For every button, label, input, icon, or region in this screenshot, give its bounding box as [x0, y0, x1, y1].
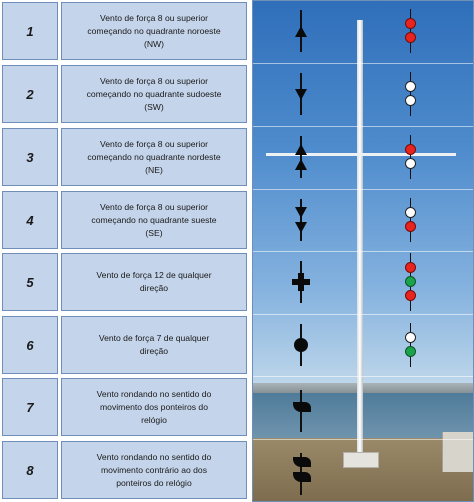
- light-white-icon: [405, 81, 416, 92]
- cone-up-icon: [295, 159, 307, 170]
- light-halyard: [410, 198, 411, 242]
- light-red-icon: [405, 262, 416, 273]
- light-halyard: [410, 9, 411, 53]
- ground: [252, 438, 474, 502]
- row-description: Vento de força 12 de qualquer direção: [61, 253, 247, 311]
- flag-icon: [293, 472, 311, 482]
- light-red-icon: [405, 18, 416, 29]
- light-white-icon: [405, 332, 416, 343]
- row-divider: [252, 251, 474, 252]
- row-divider: [252, 126, 474, 127]
- light-red-icon: [405, 32, 416, 43]
- signal-halyard: [300, 136, 302, 178]
- row-number: 1: [2, 2, 58, 60]
- light-red-icon: [405, 144, 416, 155]
- table-row: [0, 439, 249, 501]
- flag-icon: [293, 457, 311, 467]
- cone-up-icon: [295, 26, 307, 37]
- table-row: [0, 63, 249, 125]
- row-divider: [252, 376, 474, 377]
- cone-up-icon: [295, 144, 307, 155]
- row-divider: [252, 439, 474, 440]
- row-description: Vento rondando no sentido do movimento dos ponteiros do relógio: [61, 378, 247, 436]
- row-divider: [252, 63, 474, 64]
- row-description: Vento rondando no sentido do movimento contrário ao dos ponteiros do relógio: [61, 441, 247, 499]
- table-row: [0, 189, 249, 251]
- table-row: [0, 0, 249, 62]
- row-number: 4: [2, 191, 58, 249]
- ball-icon: [294, 338, 308, 352]
- signal-mast: [357, 20, 363, 460]
- row-description: Vento de força 8 ou superior começando no quadrante nordeste (NE): [61, 128, 247, 186]
- flag-icon: [293, 402, 311, 412]
- row-number: 5: [2, 253, 58, 311]
- table-row: [0, 376, 249, 438]
- light-halyard: [410, 323, 411, 367]
- light-red-icon: [405, 221, 416, 232]
- row-number: 2: [2, 65, 58, 123]
- row-description: Vento de força 8 ou superior começando no quadrante sueste (SE): [61, 191, 247, 249]
- table-row: [0, 126, 249, 188]
- row-description: Vento de força 7 de qualquer direção: [61, 316, 247, 374]
- row-number: 6: [2, 316, 58, 374]
- light-white-icon: [405, 158, 416, 169]
- row-number: 7: [2, 378, 58, 436]
- table-row: [0, 251, 249, 313]
- light-white-icon: [405, 207, 416, 218]
- row-number: 3: [2, 128, 58, 186]
- row-divider: [252, 189, 474, 190]
- sea: [252, 393, 474, 438]
- row-description: Vento de força 8 ou superior começando no quadrante sudoeste (SW): [61, 65, 247, 123]
- light-green-icon: [405, 346, 416, 357]
- row-description: Vento de força 8 ou superior começando no quadrante noroeste (NW): [61, 2, 247, 60]
- row-number: 8: [2, 441, 58, 499]
- light-halyard: [410, 135, 411, 179]
- signal-halyard: [300, 199, 302, 241]
- light-red-icon: [405, 290, 416, 301]
- cone-down-icon: [295, 207, 307, 218]
- mast-base: [343, 452, 379, 468]
- cross-icon: [292, 279, 310, 285]
- cone-down-icon: [295, 89, 307, 100]
- light-white-icon: [405, 95, 416, 106]
- light-halyard: [410, 72, 411, 116]
- cone-down-icon: [295, 222, 307, 233]
- row-divider: [252, 314, 474, 315]
- building: [442, 432, 474, 472]
- table-row: [0, 314, 249, 376]
- light-green-icon: [405, 276, 416, 287]
